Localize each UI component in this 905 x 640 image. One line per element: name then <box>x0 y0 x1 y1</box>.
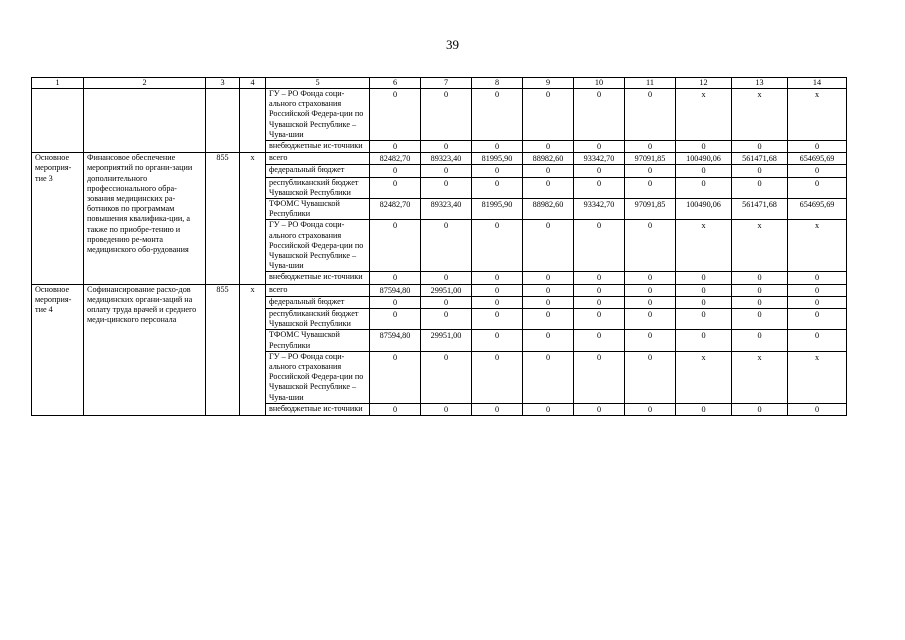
value-cell: 0 <box>421 351 472 403</box>
value-cell: 97091,85 <box>625 199 676 220</box>
value-cell: 0 <box>676 165 732 177</box>
value-cell: 0 <box>523 165 574 177</box>
value-cell: 0 <box>523 351 574 403</box>
value-cell: x <box>732 220 788 272</box>
value-cell: 0 <box>523 403 574 415</box>
value-cell: 0 <box>574 296 625 308</box>
value-cell: 0 <box>370 89 421 141</box>
value-cell: 93342,70 <box>574 153 625 165</box>
column-header: 11 <box>625 78 676 89</box>
column-header: 13 <box>732 78 788 89</box>
value-cell: 0 <box>472 284 523 296</box>
page-number: 39 <box>446 37 459 52</box>
funding-source-cell: внебюджетные ис-точники <box>266 272 370 284</box>
value-cell: x <box>788 220 847 272</box>
value-cell: 0 <box>732 141 788 153</box>
column-header: 9 <box>523 78 574 89</box>
value-cell: 0 <box>370 220 421 272</box>
value-cell: 0 <box>676 296 732 308</box>
value-cell: 0 <box>676 284 732 296</box>
value-cell: 561471,68 <box>732 199 788 220</box>
value-cell: 97091,85 <box>625 153 676 165</box>
value-cell: 0 <box>421 220 472 272</box>
value-cell: 0 <box>788 177 847 198</box>
value-cell: 0 <box>574 309 625 330</box>
value-cell: 0 <box>788 272 847 284</box>
value-cell: 0 <box>732 330 788 351</box>
funding-source-cell: всего <box>266 284 370 296</box>
value-cell: 0 <box>370 177 421 198</box>
value-cell: 0 <box>472 141 523 153</box>
value-cell: 0 <box>732 165 788 177</box>
value-cell: 0 <box>676 309 732 330</box>
value-cell: 0 <box>732 296 788 308</box>
value-cell: 29951,00 <box>421 330 472 351</box>
value-cell: 654695,69 <box>788 153 847 165</box>
funding-source-cell: ГУ – РО Фонда соци-ального страхования Российской Федера-ции по Чувашской Республике – Чува-шии <box>266 351 370 403</box>
measure-description-cell: Софинансирование расхо-дов медицинских органи-заций на оплату труда врачей и среднего меди-цинского персонала <box>84 284 206 415</box>
value-cell: 0 <box>574 220 625 272</box>
code-cell: 855 <box>206 284 240 415</box>
table-row <box>32 89 847 141</box>
value-cell: 82482,70 <box>370 199 421 220</box>
value-cell: 0 <box>574 165 625 177</box>
value-cell: 0 <box>523 296 574 308</box>
code-x-cell: x <box>240 153 266 284</box>
value-cell: 0 <box>625 165 676 177</box>
value-cell: 654695,69 <box>788 199 847 220</box>
column-header: 8 <box>472 78 523 89</box>
value-cell: 0 <box>523 284 574 296</box>
funding-source-cell: республиканский бюджет Чувашской Республики <box>266 177 370 198</box>
column-header: 5 <box>266 78 370 89</box>
value-cell: 0 <box>523 177 574 198</box>
column-header: 7 <box>421 78 472 89</box>
value-cell: 0 <box>676 272 732 284</box>
column-header: 3 <box>206 78 240 89</box>
measure-description-cell: Финансовое обеспечение мероприятий по органи-зации дополнительного профессионального обра-зования медицинских ра-ботников по программам повышения квалифика-ции, а также по приобре-тению и проведению ре-монта медицинского обо-рудования <box>84 153 206 284</box>
funding-source-cell: республиканский бюджет Чувашской Республики <box>266 309 370 330</box>
value-cell: x <box>676 351 732 403</box>
value-cell: 0 <box>421 309 472 330</box>
value-cell: 0 <box>472 309 523 330</box>
value-cell: 0 <box>472 296 523 308</box>
value-cell: 0 <box>472 403 523 415</box>
value-cell: 81995,90 <box>472 199 523 220</box>
funding-source-cell: ГУ – РО Фонда соци-ального страхования Российской Федера-ции по Чувашской Республике – Чува-шии <box>266 89 370 141</box>
value-cell: 82482,70 <box>370 153 421 165</box>
value-cell: 0 <box>788 330 847 351</box>
column-header: 14 <box>788 78 847 89</box>
value-cell: 0 <box>625 272 676 284</box>
value-cell: 0 <box>676 141 732 153</box>
value-cell: 0 <box>370 165 421 177</box>
value-cell: 0 <box>472 330 523 351</box>
column-header: 1 <box>32 78 84 89</box>
table-row <box>32 153 847 165</box>
value-cell: 0 <box>732 284 788 296</box>
table-body <box>32 89 847 416</box>
value-cell: 0 <box>574 351 625 403</box>
value-cell: 0 <box>625 403 676 415</box>
value-cell: 100490,06 <box>676 199 732 220</box>
value-cell: 0 <box>625 309 676 330</box>
value-cell: 0 <box>788 141 847 153</box>
value-cell: 0 <box>676 403 732 415</box>
value-cell: 0 <box>421 296 472 308</box>
value-cell: 561471,68 <box>732 153 788 165</box>
value-cell: 0 <box>676 177 732 198</box>
value-cell: 0 <box>472 89 523 141</box>
value-cell: 0 <box>421 165 472 177</box>
value-cell: 93342,70 <box>574 199 625 220</box>
funding-source-cell: внебюджетные ис-точники <box>266 403 370 415</box>
value-cell: 0 <box>625 220 676 272</box>
measure-name-cell: Основное мероприя-тие 4 <box>32 284 84 415</box>
value-cell: 0 <box>788 309 847 330</box>
value-cell: 0 <box>625 177 676 198</box>
table-row <box>32 284 847 296</box>
header-row <box>32 78 847 89</box>
value-cell: 0 <box>625 351 676 403</box>
code-cell: 855 <box>206 153 240 284</box>
value-cell: x <box>788 351 847 403</box>
value-cell: 0 <box>421 89 472 141</box>
value-cell: 0 <box>732 403 788 415</box>
value-cell: 0 <box>625 141 676 153</box>
value-cell: 0 <box>523 89 574 141</box>
value-cell: 0 <box>421 141 472 153</box>
value-cell: 0 <box>370 403 421 415</box>
value-cell: 0 <box>523 141 574 153</box>
value-cell: 81995,90 <box>472 153 523 165</box>
value-cell: 0 <box>788 296 847 308</box>
budget-table <box>31 77 847 416</box>
value-cell: 0 <box>788 165 847 177</box>
value-cell: 0 <box>421 403 472 415</box>
value-cell: 0 <box>523 220 574 272</box>
value-cell: 0 <box>523 309 574 330</box>
value-cell: 0 <box>370 141 421 153</box>
measure-name-cell <box>32 89 84 153</box>
value-cell: 0 <box>523 272 574 284</box>
value-cell: 0 <box>788 284 847 296</box>
value-cell: 100490,06 <box>676 153 732 165</box>
value-cell: 88982,60 <box>523 153 574 165</box>
value-cell: 0 <box>574 272 625 284</box>
value-cell: 0 <box>625 330 676 351</box>
value-cell: 0 <box>370 309 421 330</box>
value-cell: 0 <box>788 403 847 415</box>
funding-source-cell: ГУ – РО Фонда соци-ального страхования Российской Федера-ции по Чувашской Республике – Чува-шии <box>266 220 370 272</box>
value-cell: 0 <box>421 272 472 284</box>
code-x-cell <box>240 89 266 153</box>
column-header: 4 <box>240 78 266 89</box>
column-header: 10 <box>574 78 625 89</box>
value-cell: 0 <box>370 272 421 284</box>
funding-source-cell: внебюджетные ис-точники <box>266 141 370 153</box>
value-cell: 0 <box>574 330 625 351</box>
value-cell: x <box>788 89 847 141</box>
value-cell: 0 <box>625 284 676 296</box>
value-cell: 0 <box>574 403 625 415</box>
value-cell: 0 <box>574 284 625 296</box>
measure-description-cell <box>84 89 206 153</box>
code-cell <box>206 89 240 153</box>
funding-source-cell: федеральный бюджет <box>266 165 370 177</box>
value-cell: 0 <box>472 177 523 198</box>
value-cell: 0 <box>472 220 523 272</box>
value-cell: 0 <box>421 177 472 198</box>
funding-source-cell: всего <box>266 153 370 165</box>
value-cell: 0 <box>676 330 732 351</box>
value-cell: x <box>676 89 732 141</box>
funding-source-cell: ТФОМС Чувашской Республики <box>266 330 370 351</box>
column-header: 12 <box>676 78 732 89</box>
value-cell: x <box>732 89 788 141</box>
value-cell: 0 <box>574 141 625 153</box>
value-cell: 89323,40 <box>421 153 472 165</box>
value-cell: x <box>732 351 788 403</box>
value-cell: 29951,00 <box>421 284 472 296</box>
value-cell: 88982,60 <box>523 199 574 220</box>
value-cell: 0 <box>732 309 788 330</box>
value-cell: 0 <box>472 272 523 284</box>
value-cell: 87594,80 <box>370 330 421 351</box>
code-x-cell: x <box>240 284 266 415</box>
measure-name-cell: Основное мероприя-тие 3 <box>32 153 84 284</box>
value-cell: 0 <box>625 296 676 308</box>
funding-source-cell: федеральный бюджет <box>266 296 370 308</box>
value-cell: 87594,80 <box>370 284 421 296</box>
value-cell: 0 <box>370 351 421 403</box>
value-cell: 0 <box>370 296 421 308</box>
value-cell: 0 <box>472 165 523 177</box>
value-cell: 0 <box>523 330 574 351</box>
value-cell: 0 <box>625 89 676 141</box>
value-cell: 89323,40 <box>421 199 472 220</box>
value-cell: 0 <box>574 177 625 198</box>
value-cell: 0 <box>472 351 523 403</box>
value-cell: 0 <box>574 89 625 141</box>
funding-source-cell: ТФОМС Чувашской Республики <box>266 199 370 220</box>
column-header: 6 <box>370 78 421 89</box>
column-header: 2 <box>84 78 206 89</box>
value-cell: 0 <box>732 177 788 198</box>
value-cell: 0 <box>732 272 788 284</box>
value-cell: x <box>676 220 732 272</box>
